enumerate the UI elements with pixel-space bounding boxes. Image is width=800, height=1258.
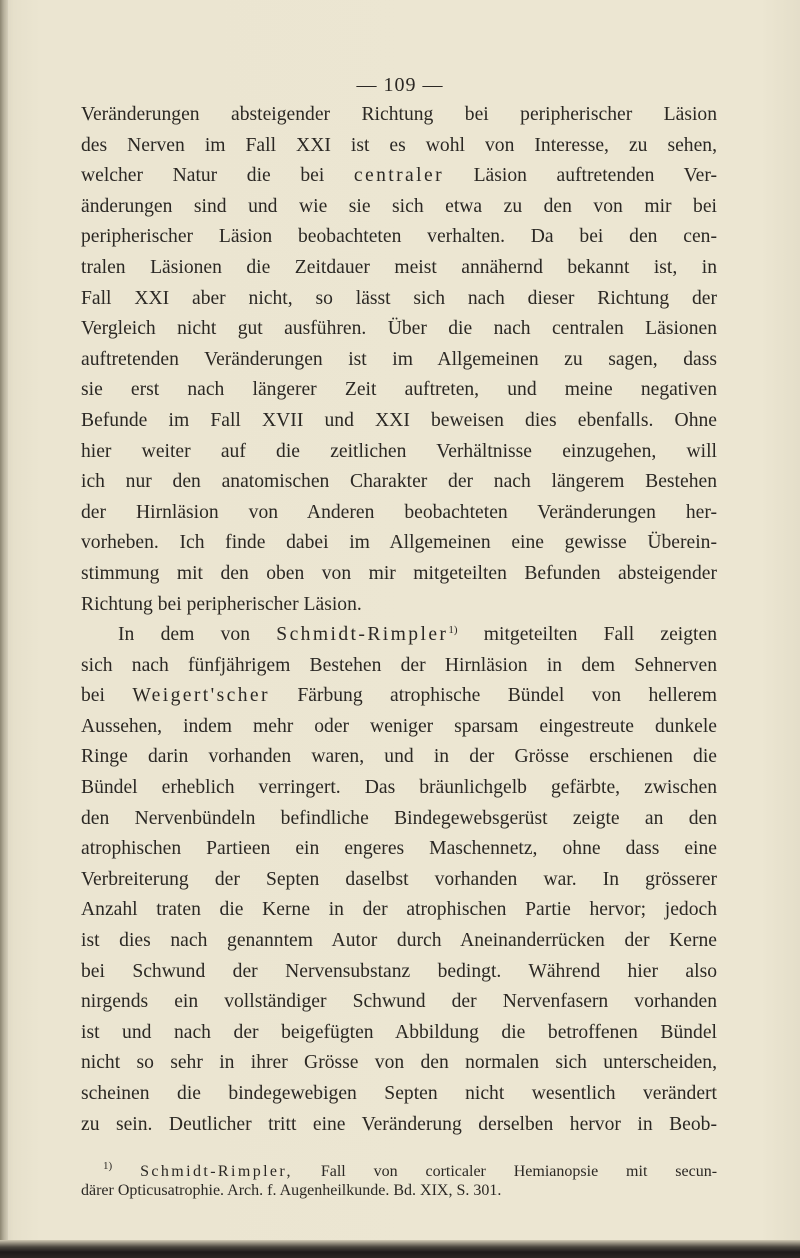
text-line: atrophischen Partieen ein engeres Maschennetz, ohne dass eine bbox=[81, 838, 717, 860]
text-line: änderungen sind und wie sie sich etwa zu den von mir bei bbox=[81, 195, 717, 217]
text-line: tralen Läsionen die Zeitdauer meist annähernd bekannt ist, in bbox=[81, 256, 717, 278]
text-line: Befunde im Fall XVII und XXI beweisen dies ebenfalls. Ohne bbox=[81, 409, 717, 431]
text-line: Veränderungen absteigender Richtung bei peripherischer Läsion bbox=[81, 104, 717, 125]
text-line: Bündel erheblich verringert. Das bräunlichgelb gefärbte, zwischen bbox=[81, 777, 717, 799]
text-segment: mitgeteilten Fall zeigten bbox=[483, 624, 717, 646]
text-line: auftretenden Veränderungen ist im Allgemeinen zu sagen, dass bbox=[81, 348, 717, 370]
text-line: nirgends ein vollständiger Schwund der Nervenfasern vorhanden bbox=[81, 991, 717, 1013]
footnote-text: Fall von corticaler Hemianopsie mit secun- bbox=[320, 1163, 718, 1180]
footnote-author: Schmidt-Rimpler, bbox=[140, 1163, 293, 1180]
text-segment: Läsion auftretenden Ver- bbox=[473, 165, 717, 187]
page-binding-edge bbox=[0, 0, 8, 1258]
text-line: scheinen die bindegewebigen Septen nicht wesentlich verändert bbox=[81, 1083, 717, 1104]
text-line: Vergleich nicht gut ausführen. Über die nach centralen Läsionen bbox=[81, 318, 717, 340]
footnote-marker: 1) bbox=[103, 1160, 113, 1172]
text-segment: Färbung atrophische Bündel von hellerem bbox=[297, 685, 718, 707]
text-line: ich nur den anatomischen Charakter der nach längerem Bestehen bbox=[81, 471, 717, 493]
text-line: Richtung bei peripherischer Läsion. bbox=[81, 593, 362, 615]
text-segment: bei bbox=[81, 685, 105, 707]
text-line: peripherischer Läsion beobachteten verhalten. Da bei den cen- bbox=[81, 226, 717, 248]
text-line: der Hirnläsion von Anderen beobachteten Veränderungen her- bbox=[81, 501, 717, 523]
body-text bbox=[81, 100, 717, 1140]
footnote-line bbox=[81, 1162, 717, 1181]
page-bottom-edge bbox=[0, 1240, 800, 1258]
text-line: Verbreiterung der Septen daselbst vorhanden war. In grösserer bbox=[81, 868, 717, 890]
text-line: ist und nach der beigefügten Abbildung die betroffenen Bündel bbox=[81, 1021, 717, 1043]
text-line bbox=[81, 681, 717, 712]
text-line: zu sein. Deutlicher tritt eine Veränderung derselben hervor in Beob- bbox=[81, 1113, 717, 1135]
text-line: sich nach fünfjährigem Bestehen der Hirnläsion in dem Sehnerven bbox=[81, 654, 717, 676]
text-line bbox=[81, 161, 717, 192]
text-line: hier weiter auf die zeitlichen Verhältnisse einzugehen, will bbox=[81, 440, 717, 462]
text-line: Ringe darin vorhanden waren, und in der Grösse erschienen die bbox=[81, 746, 717, 768]
text-line: Aussehen, indem mehr oder weniger sparsam eingestreute dunkele bbox=[81, 715, 717, 737]
text-line: bei Schwund der Nervensubstanz bedingt. Während hier also bbox=[81, 960, 717, 982]
footnote bbox=[81, 1162, 717, 1200]
text-line: Fall XXI aber nicht, so lässt sich nach dieser Richtung der bbox=[81, 287, 717, 309]
text-line: Anzahl traten die Kerne in der atrophischen Partie hervor; jedoch bbox=[81, 899, 717, 921]
text-line: den Nervenbündeln befindliche Bindegewebsgerüst zeigte an den bbox=[81, 807, 717, 829]
page-number: — 109 — bbox=[356, 74, 444, 96]
text-line: sie erst nach längerer Zeit auftreten, und meine negativen bbox=[81, 379, 717, 401]
footnote-reference[interactable]: 1) bbox=[448, 624, 458, 637]
author-name: Schmidt-Rimpler bbox=[276, 624, 449, 646]
author-name: Weigert'scher bbox=[132, 685, 270, 707]
text-segment: welcher Natur die bei bbox=[81, 165, 325, 187]
emphasized-word: centraler bbox=[353, 165, 444, 187]
text-line: nicht so sehr in ihrer Grösse von den normalen sich unterscheiden, bbox=[81, 1052, 717, 1074]
text-line: des Nerven im Fall XXI ist es wohl von Interesse, zu sehen, bbox=[81, 134, 717, 156]
text-line: ist dies nach genanntem Autor durch Aneinanderrücken der Kerne bbox=[81, 930, 717, 952]
text-line: vorheben. Ich finde dabei im Allgemeinen eine gewisse Überein- bbox=[81, 532, 717, 554]
text-line bbox=[81, 620, 717, 651]
text-segment: In dem von bbox=[118, 624, 250, 646]
text-line: stimmung mit den oben von mir mitgeteilten Befunden absteigender bbox=[81, 562, 717, 584]
footnote-line: därer Opticusatrophie. Arch. f. Augenheilkunde. Bd. XIX, S. 301. bbox=[81, 1182, 502, 1199]
